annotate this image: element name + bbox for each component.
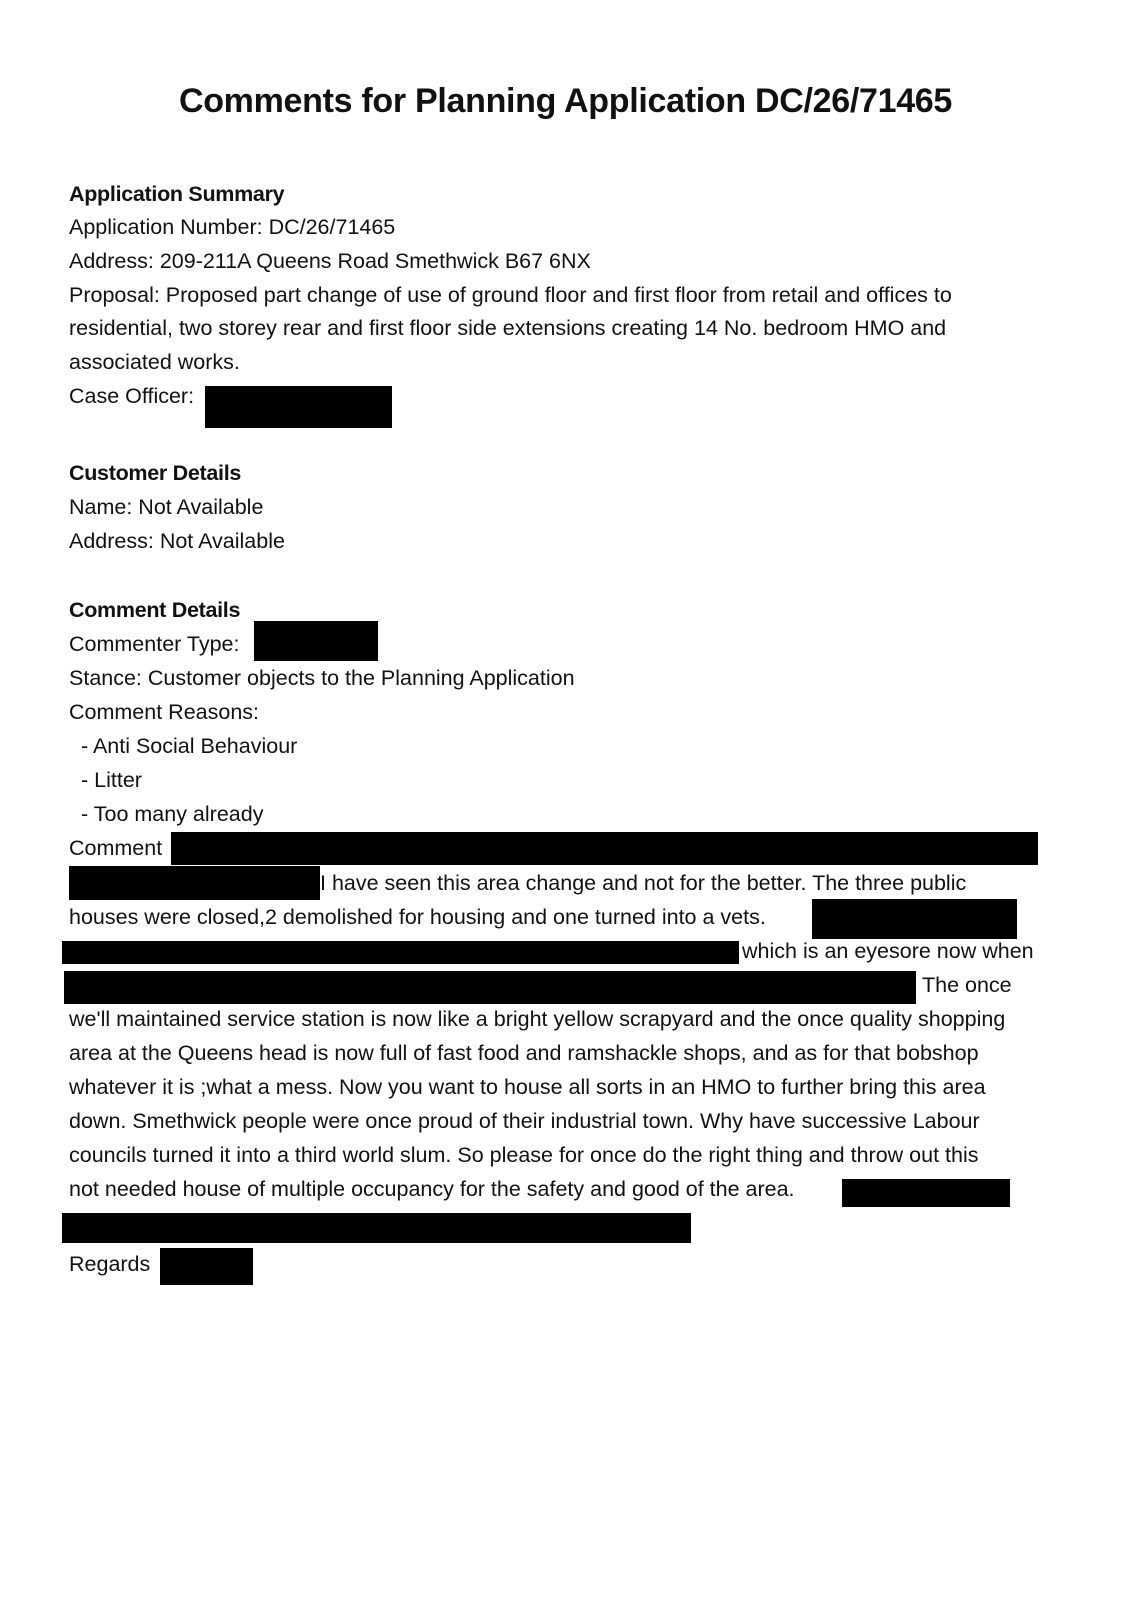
redaction-comment-block [69,866,320,900]
comment-line: councils turned it into a third world slum. So please for once do the right thing and throw out this [69,1143,979,1167]
application-number: Application Number: DC/26/71465 [69,215,396,239]
comment-reason-item: - Too many already [81,802,264,826]
comment-line: I have seen this area change and not for the better. The three public [320,871,967,895]
redaction-commenter-type [254,621,378,661]
comment-label: Comment [69,836,163,860]
proposal-line: Proposal: Proposed part change of use of ground floor and first floor from retail and offices to [69,283,952,307]
page-title: Comments for Planning Application DC/26/71465 [178,82,953,120]
comment-line: we'll maintained service station is now like a bright yellow scrapyard and the once quality shopping [69,1007,1006,1031]
comment-line: houses were closed,2 demolished for housing and one turned into a vets. [69,905,766,929]
comment-line: The once [922,973,1012,997]
regards-label: Regards [69,1252,151,1276]
comment-reason-item: - Anti Social Behaviour [81,734,298,758]
commenter-type-label: Commenter Type: [69,632,240,656]
redaction-comment-block [62,1213,691,1243]
comment-details-heading: Comment Details [69,598,241,622]
proposal-line: residential, two storey rear and first floor side extensions creating 14 No. bedroom HMO and [69,316,947,340]
redaction-comment-block [62,941,739,964]
comment-line: down. Smethwick people were once proud of their industrial town. Why have successive Labour [69,1109,980,1133]
comment-reasons-label: Comment Reasons: [69,700,259,724]
comment-line: area at the Queens head is now full of fast food and ramshackle shops, and as for that bobshop [69,1041,979,1065]
case-officer-label: Case Officer: [69,384,195,408]
proposal-line: associated works. [69,350,240,374]
comment-line: whatever it is ;what a mess. Now you want to house all sorts in an HMO to further bring this area [69,1075,986,1099]
redaction-case-officer [205,386,392,428]
comment-reason-item: - Litter [81,768,142,792]
stance: Stance: Customer objects to the Planning Application [69,666,575,690]
comment-line: not needed house of multiple occupancy for the safety and good of the area. [69,1177,795,1201]
application-summary-heading: Application Summary [69,182,285,206]
redaction-comment-block [64,971,916,1004]
customer-address: Address: Not Available [69,529,285,553]
customer-name: Name: Not Available [69,495,264,519]
application-address: Address: 209-211A Queens Road Smethwick B67 6NX [69,249,591,273]
redaction-comment-block [842,1179,1010,1207]
redaction-signature [160,1248,253,1285]
customer-details-heading: Customer Details [69,461,242,485]
comment-line: which is an eyesore now when [742,939,1034,963]
redaction-comment-block [812,899,1017,939]
redaction-comment-block [171,832,1038,865]
